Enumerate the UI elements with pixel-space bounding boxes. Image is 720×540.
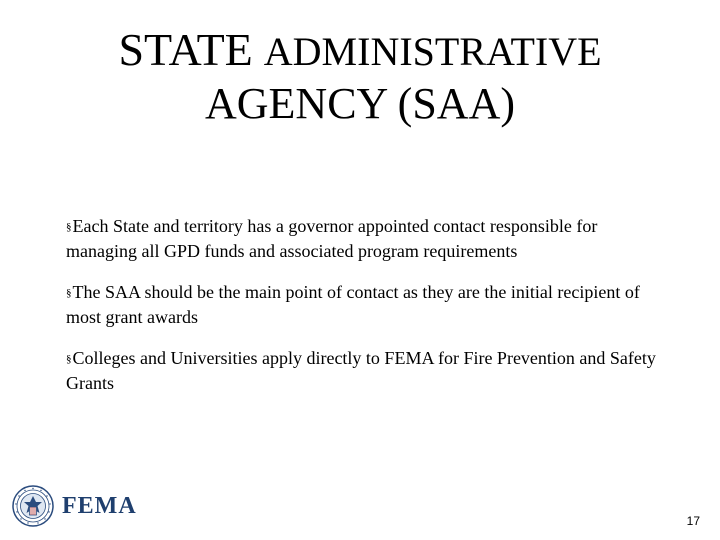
dhs-seal-icon (12, 485, 54, 527)
title-line-2: AGENCY (SAA) (204, 79, 516, 128)
bullet-marker-icon: § (66, 353, 72, 365)
bullet-marker-icon: § (66, 287, 72, 299)
bullet-text: Each State and territory has a governor appointed contact responsible for managing all GPD funds and associated program requirements (66, 216, 598, 261)
bullet-text: Colleges and Universities apply directly to FEMA for Fire Prevention and Safety Grants (66, 348, 656, 393)
fema-logo (12, 484, 137, 528)
fema-logo-text: FEMA (62, 492, 137, 519)
bullet-text: The SAA should be the main point of contact as they are the initial recipient of most grant awards (66, 282, 640, 327)
slide-title (60, 24, 660, 130)
bullet-list (66, 214, 666, 412)
title-word-state: STATE (118, 24, 253, 75)
title-line-1 (60, 24, 660, 78)
title-word-administrative: ADMINISTRATIVE (263, 29, 602, 74)
bullet-item (66, 280, 666, 329)
page-number: 17 (686, 514, 700, 528)
bullet-marker-icon: § (66, 221, 72, 233)
bullet-item (66, 214, 666, 263)
bullet-item (66, 346, 666, 395)
